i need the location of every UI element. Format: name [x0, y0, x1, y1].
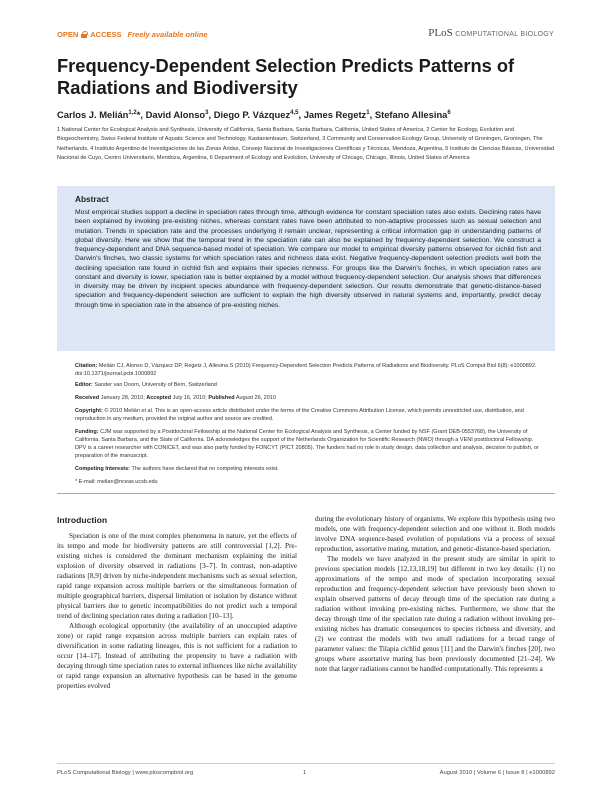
funding-label: Funding:: [75, 429, 99, 435]
paragraph: Speciation is one of the most complex phenomena in nature, yet the effects of its tempo and mode for biodiversity patterns are still controversial [1,2]. Pre-existing niches is considered the dominant mechanism explaining the initial explosion of diversity observed in radiations [3–7]. In contrast, non-adaptive radiations [8,9] driven by niche-independent mechanisms such as sexual selection, rapid range expansion across multiple barriers or the simultaneous formation of multiple geographical barriers, dispersal limitation or isolation by distance without physical barriers due to genetic incompatibilities do not predict such a temporal trend of declining speciation rates during a radiation [10–13].: [57, 532, 297, 620]
citation-label: Citation:: [75, 363, 98, 369]
editor-label: Editor:: [75, 382, 93, 388]
access-label: ACCESS: [90, 30, 122, 39]
author-affil-sup: 4,5: [290, 109, 299, 116]
accepted-date: July 16, 2010;: [172, 395, 207, 401]
copyright-block: [75, 407, 545, 423]
dates-block: [75, 394, 545, 402]
lock-icon: [81, 31, 87, 38]
freely-available-label: Freely available online: [127, 30, 208, 39]
copyright-label: Copyright:: [75, 408, 103, 414]
author-name: Stefano Allesina: [374, 109, 448, 120]
open-access-badge: [57, 30, 208, 39]
corresponding-email: * E-mail: melian@nceas.ucsb.edu: [75, 479, 158, 485]
paragraph: The models we have analyzed in the present study are similar in spirit to previous speciation models [12,13,18,19] but different in two key details: (1) no approximations of the tempo and mode of speciation incorporating sexual reproduction and frequency-dependent selection have previously been shown to explain observed patterns of decay through time of the speciation rate during a radiation without invoking pre-existing niches. Furthermore, we show that the decay through time of the speciation rate during a radiation without invoking pre-existing niches has dramatic consequences to species richness and diversity, and (2) we contrast the models with two small radiations for a broad range of parameter values: the Tilapia cichlid genus [11] and the Darwin's finches [20], two groups where assortative mating has been previously documented [21–24]. We note that larger radiations cannot be handled computationally. This represents a: [315, 555, 555, 673]
paragraph: Although ecological opportunity (the availability of an unoccupied adaptive zone) or rapid range expansion across multiple barriers can explain rates of diversification in some radiating lineages, this is not sufficient for a radiation to occur [14–17]. Instead of attributing the propensity to have a radiation with decaying through time speciation rates to external influences like niche availability or rapid range expansion an alternative hypothesis can be based in the genome properties evolved: [57, 622, 297, 690]
paragraph: during the evolutionary history of organisms. We explore this hypothesis using two models, one with frequency-dependent selection and one without it. Both models involve DNA sequence-based evolution of populations via a process of sexual reproduction, assortative mating, mutation, and genetic-distance-based speciation.: [315, 515, 555, 553]
citation-block: [75, 362, 545, 378]
published-label: Published: [208, 395, 235, 401]
right-column: [315, 514, 555, 674]
competing-interests-label: Competing Interests:: [75, 466, 131, 472]
section-divider: [57, 493, 555, 494]
abstract-heading: Abstract: [75, 194, 109, 204]
author-affil-sup: 1: [366, 109, 370, 116]
editor-text: Sander van Doorn, University of Bern, Switzerland: [94, 382, 217, 388]
copyright-text: © 2010 Melián et al. This is an open-access article distributed under the terms of the Creative Commons Attribution License, which permits unrestricted use, distribution, and reproduction in any medium, provided the original author and source are credited.: [75, 408, 524, 422]
open-label: OPEN: [57, 30, 79, 39]
received-label: Received: [75, 395, 100, 401]
plos-logo-text: PLoS: [428, 27, 453, 39]
published-date: August 26, 2010: [235, 395, 276, 401]
paper-title: Frequency-Dependent Selection Predicts Patterns of Radiations and Biodiversity: [57, 55, 515, 98]
introduction-heading: Introduction: [57, 515, 108, 525]
abstract-text: Most empirical studies support a decline in speciation rates through time, although evidence for constant speciation rates also exists. Declining rates have been explained by invoking pre-existing niches, whereas constant rates have been attributed to non-adaptive processes such as sexual selection and mutation. Trends in speciation rate and the processes underlying it remain unclear, representing a critical information gap in understanding patterns of global diversity. Here we show that the temporal trend in the speciation rate can also be explained by frequency-dependent selection. We construct a frequency-dependent and DNA sequence-based model of speciation. We compare our model to empirical diversity patterns observed for cichlid fish and Darwin's finches, two classic systems for which speciation rates and richness data exist. Negative frequency-dependent selection predicts well both the declining speciation rate found in cichlid fish and explains their species richness. For groups like the Darwin's finches, in which speciation rates are constant and diversity is lower, speciation rate is better explained by a model without frequency-dependent selection. Our analysis shows that differences in diversity may be driven by incipient species abundance with frequency-dependent selection. Our results demonstrate that genetic-distance-based speciation and frequency-dependent selection are sufficient to explain the high diversity observed in natural systems and, importantly, predict decay through time in speciation rate in the absence of pre-existing niches.: [75, 209, 541, 309]
journal-logo: [428, 27, 554, 39]
funding-text: CJM was supported by a Postdoctoral Fellowship at the National Center for Ecological Analysis and Synthesis, a Center funded by NSF (Grant DEB-0553768), the University of California, Santa Barbara, and the State of California. DA acknowledges the support of the Netherlands Organization for Scientific Research (NWO) through a VENI postdoctoral Fellowship. DPV is a career researcher with CONICET, and was also partly funded by FONCYT (PICT 20805). The funders had no role in study design, data collection and analysis, decision to publish, or preparation of the manuscript.: [75, 429, 539, 459]
author-name: James Regetz: [303, 109, 367, 120]
author-affil-sup: 6: [447, 109, 451, 116]
page-number: 1: [303, 770, 307, 776]
competing-interests-text: The authors have declared that no competing interests exist.: [131, 466, 279, 472]
footer-divider: [57, 763, 555, 764]
author-list: Carlos J. Melián$^{1,2}$*, David Alonso$^3$, Diego P. Vázquez$^{4,5}$, James Regetz$^1$, Stefano Allesina$^6$: [57, 109, 451, 120]
footer-issue: August 2010 | Volume 6 | Issue 8 | e1000892: [439, 770, 555, 776]
left-column: [57, 531, 297, 691]
funding-block: [75, 428, 545, 460]
author-affil-sup: 1,2: [128, 109, 137, 116]
journal-name: COMPUTATIONAL BIOLOGY: [455, 31, 554, 38]
author-affil-sup: 3: [205, 109, 209, 116]
competing-interests-block: [75, 465, 545, 473]
author-name: Carlos J. Melián: [57, 109, 129, 120]
affiliations: 1 National Center for Ecological Analysis and Synthesis, University of California, Santa Barbara, Santa Barbara, California, United States of America, 2 Center for Ecology, Evolution and Biogeochemistry, Swiss Federal Institute of Aquatic Science and Technology, Kastanienbaum, Switzerland, 3 Community and Conservation Ecology Group, University of Groningen, Groningen, The Netherlands, 4 Instituto Argentino de Investigaciones de las Zonas Áridas, Consejo Nacional de Investigaciones Científicas y Técnicas, Mendoza, Argentina, 5 Instituto de Ciencias Básicas, Universidad Nacional de Cuyo, Centro Universitario, Mendoza, Argentina, 6 Department of Ecology and Evolution, University of Chicago, Chicago, Illinois, United States of America: [57, 127, 555, 161]
citation-text: Melián CJ, Alonso D, Vázquez DP, Regetz J, Allesina S (2010) Frequency-Dependent Selection Predicts Patterns of Radiations and Biodiversity. PLoS Comput Biol 6(8): e1000892. doi:10.1371/journal.pcbi.1000892: [75, 363, 537, 377]
author-name: Diego P. Vázquez: [213, 109, 291, 120]
corresponding-mark: *: [136, 109, 141, 120]
email-block: [75, 478, 545, 486]
accepted-label: Accepted: [146, 395, 172, 401]
footer-journal: PLoS Computational Biology | www.ploscompbiol.org: [57, 770, 194, 776]
received-date: January 28, 2010;: [100, 395, 145, 401]
author-name: David Alonso: [145, 109, 206, 120]
editor-block: [75, 381, 545, 389]
